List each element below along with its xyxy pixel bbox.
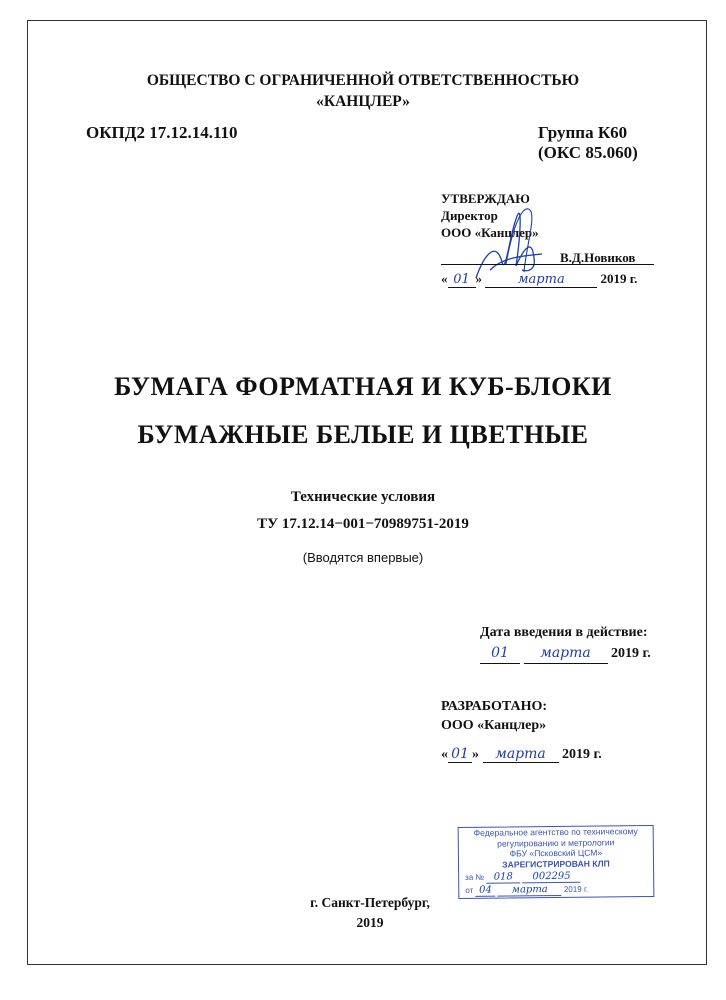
approval-title: УТВЕРЖДАЮ (441, 191, 530, 206)
title-line-2: БУМАЖНЫЕ БЕЛЫЕ И ЦВЕТНЫЕ (137, 420, 589, 449)
stamp-line-4: ЗАРЕГИСТРИРОВАН КЛП (502, 857, 610, 870)
stamp-number-a: 018 (486, 871, 520, 883)
city-and-year (300, 893, 440, 933)
title-line-1: БУМАГА ФОРМАТНАЯ И КУБ-БЛОКИ (114, 372, 612, 401)
stamp-line-2: регулированию и метрологии (497, 836, 615, 849)
document-title (0, 363, 726, 459)
document-code: ТУ 17.12.14−001−70989751-2019 (257, 516, 469, 532)
city: г. Санкт-Петербург, (310, 895, 430, 910)
approval-day: 01 (448, 272, 476, 288)
stamp-year: 2019 г. (563, 884, 589, 894)
approval-date (441, 271, 637, 288)
introduction-year: 2019 г. (611, 646, 651, 661)
stamp-month: марта (498, 884, 562, 897)
open-quote: « (441, 747, 448, 762)
oks-code: (ОКС 85.060) (538, 143, 638, 162)
approval-org: ООО «Канцлер» (441, 225, 539, 240)
stamp-number-b: 002295 (522, 871, 580, 884)
stamp-number-row (465, 871, 581, 884)
developed-block (441, 697, 547, 735)
year: 2019 (356, 915, 384, 930)
close-quote: » (475, 271, 482, 286)
classification-group (538, 123, 638, 163)
stamp-number-prefix: за № (465, 872, 485, 882)
registration-stamp (458, 825, 655, 899)
introduction-note: (Вводятся впервые) (302, 550, 424, 565)
signer-name: В.Д.Новиков (560, 250, 636, 265)
stamp-line-1: Федеральное агентство по техническому (473, 826, 638, 838)
approval-month: марта (485, 272, 597, 288)
document-subtitle: Технические условия (290, 489, 436, 505)
group-code: Группа К60 (538, 123, 628, 142)
stamp-date-row (465, 884, 588, 897)
developed-date (441, 746, 602, 763)
introduction-month: марта (524, 643, 608, 664)
developed-label: РАЗРАБОТАНО: (441, 699, 548, 714)
company-line-1: ОБЩЕСТВО С ОГРАНИЧЕННОЙ ОТВЕТСТВЕННОСТЬЮ (146, 72, 580, 89)
developed-year: 2019 г. (562, 747, 602, 762)
introduction-label: Дата введения в действие: (480, 625, 648, 640)
okpd-code: ОКПД2 17.12.14.110 (86, 123, 238, 142)
close-quote: » (472, 747, 479, 762)
introduction-day: 01 (480, 643, 520, 664)
stamp-line-3: ФБУ «Псковский ЦСМ» (509, 847, 603, 859)
stamp-day: 04 (475, 885, 495, 897)
technical-conditions (0, 484, 726, 538)
open-quote: « (441, 271, 448, 286)
developed-day: 01 (448, 746, 472, 763)
company-name (0, 70, 726, 112)
company-line-2: «КАНЦЛЕР» (316, 93, 410, 110)
approval-position: Директор (441, 208, 498, 223)
introduction-date-block (480, 623, 651, 664)
developed-org: ООО «Канцлер» (441, 718, 547, 733)
introduction-date (480, 643, 651, 664)
stamp-date-prefix: от (465, 885, 474, 895)
developed-month: марта (483, 746, 559, 763)
approval-year: 2019 г. (600, 271, 638, 286)
